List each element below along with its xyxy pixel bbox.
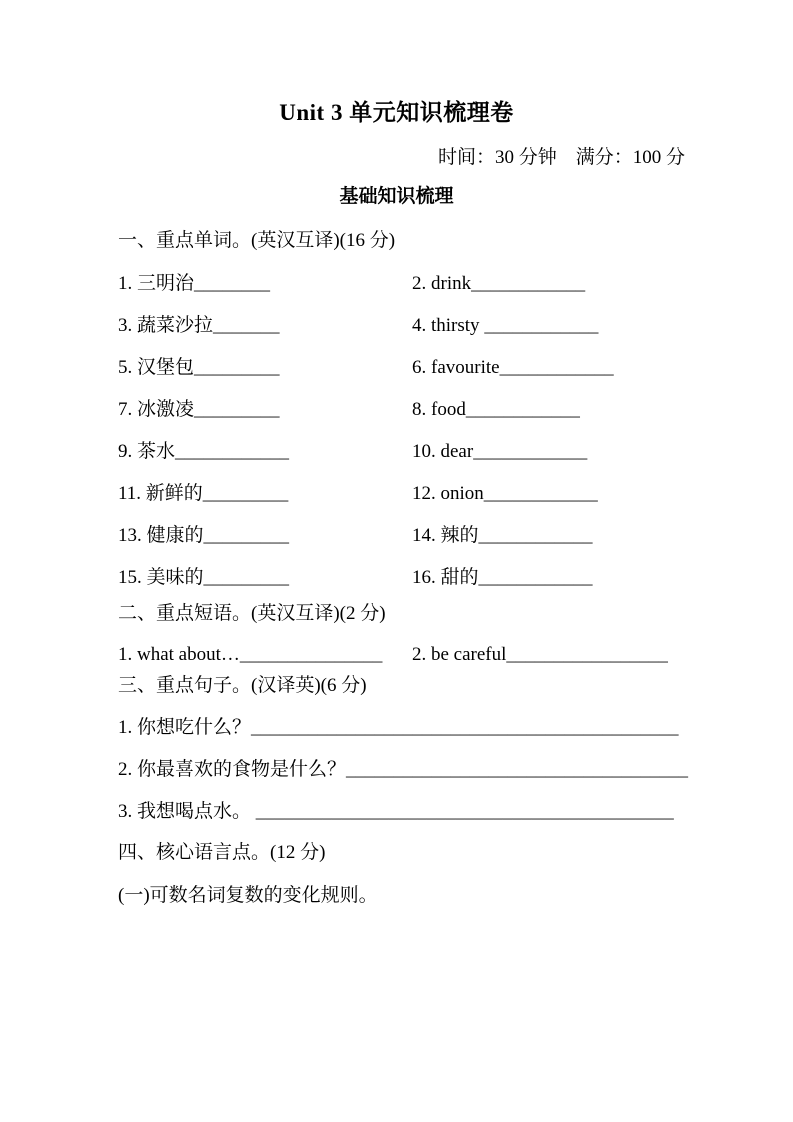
- section-subtitle: 基础知识梳理: [339, 186, 454, 207]
- word-item-label: 16. 甜的: [412, 567, 479, 588]
- words-section-heading: 一、重点单词。(英汉互译)(16 分): [118, 230, 396, 251]
- word-item-7: [118, 398, 412, 440]
- word-item-label: 10. dear: [412, 441, 474, 462]
- sentence-item-2: [118, 758, 738, 800]
- sentence-item-label: 3. 我想喝点水。: [118, 801, 252, 822]
- word-item-14: [412, 524, 718, 566]
- word-item-label: 11. 新鲜的: [118, 483, 203, 504]
- page-title: Unit 3 单元知识梳理卷: [279, 100, 514, 125]
- answer-blank: _____________________________________________: [251, 717, 679, 738]
- word-item-label: 2. drink: [412, 273, 472, 294]
- answer-blank: _________: [203, 525, 290, 546]
- answer-blank: _________: [194, 357, 280, 378]
- answer-blank: ____________________________________: [346, 759, 689, 780]
- word-item-label: 9. 茶水: [118, 441, 176, 462]
- answer-blank: _________: [203, 567, 290, 588]
- word-item-4: [412, 314, 718, 356]
- answer-blank: ____________: [483, 483, 598, 504]
- word-item-5: [118, 356, 412, 398]
- grammar-section-heading: 四、核心语言点。(12 分): [118, 842, 326, 863]
- word-item-label: 13. 健康的: [118, 525, 204, 546]
- word-item-3: [118, 314, 412, 356]
- answer-blank: _________: [202, 483, 289, 504]
- answer-blank: ____________: [478, 567, 593, 588]
- answer-blank: ________: [194, 273, 271, 294]
- answer-blank: ____________: [479, 315, 599, 336]
- word-item-label: 15. 美味的: [118, 567, 204, 588]
- grammar-subheading: (一)可数名词复数的变化规则。: [118, 885, 378, 906]
- exam-meta: 时间：30 分钟 满分：100 分: [437, 147, 685, 168]
- word-item-label: 1. 三明治: [118, 273, 195, 294]
- word-item-10: [412, 440, 718, 482]
- answer-blank: ____________: [473, 441, 588, 462]
- word-item-13: [118, 524, 412, 566]
- word-item-8: [412, 398, 718, 440]
- answer-blank: _________________: [506, 644, 668, 665]
- answer-blank: _______: [213, 315, 280, 336]
- answer-blank: ____________: [465, 399, 580, 420]
- words-grid: [118, 272, 718, 608]
- word-item-label: 14. 辣的: [412, 525, 479, 546]
- answer-blank: ____________: [499, 357, 614, 378]
- word-item-label: 12. onion: [412, 483, 484, 504]
- word-item-6: [412, 356, 718, 398]
- phrase-item-label: 2. be careful: [412, 644, 507, 665]
- answer-blank: _________: [194, 399, 280, 420]
- word-item-9: [118, 440, 412, 482]
- word-item-label: 8. food: [412, 399, 466, 420]
- word-item-label: 6. favourite: [412, 357, 500, 378]
- sentence-item-1: [118, 716, 738, 758]
- answer-blank: ____________: [471, 273, 586, 294]
- sentence-item-label: 2. 你最喜欢的食物是什么？: [118, 759, 347, 780]
- sentence-item-label: 1. 你想吃什么？: [118, 717, 252, 738]
- answer-blank: ____________: [175, 441, 290, 462]
- sentences-list: [118, 716, 738, 842]
- answer-blank: ____________________________________________: [251, 801, 674, 822]
- word-item-1: [118, 272, 412, 314]
- word-item-11: [118, 482, 412, 524]
- word-item-12: [412, 482, 718, 524]
- word-item-label: 3. 蔬菜沙拉: [118, 315, 214, 336]
- answer-blank: ____________: [478, 525, 593, 546]
- sentences-section-heading: 三、重点句子。(汉译英)(6 分): [118, 675, 367, 696]
- phrase-item-label: 1. what about…: [118, 644, 240, 665]
- phrases-section-heading: 二、重点短语。(英汉互译)(2 分): [118, 603, 386, 624]
- word-item-2: [412, 272, 718, 314]
- answer-blank: _______________: [239, 644, 383, 665]
- word-item-label: 7. 冰激凌: [118, 399, 195, 420]
- word-item-label: 4. thirsty: [412, 315, 480, 336]
- sentence-item-3: [118, 800, 738, 842]
- word-item-label: 5. 汉堡包: [118, 357, 195, 378]
